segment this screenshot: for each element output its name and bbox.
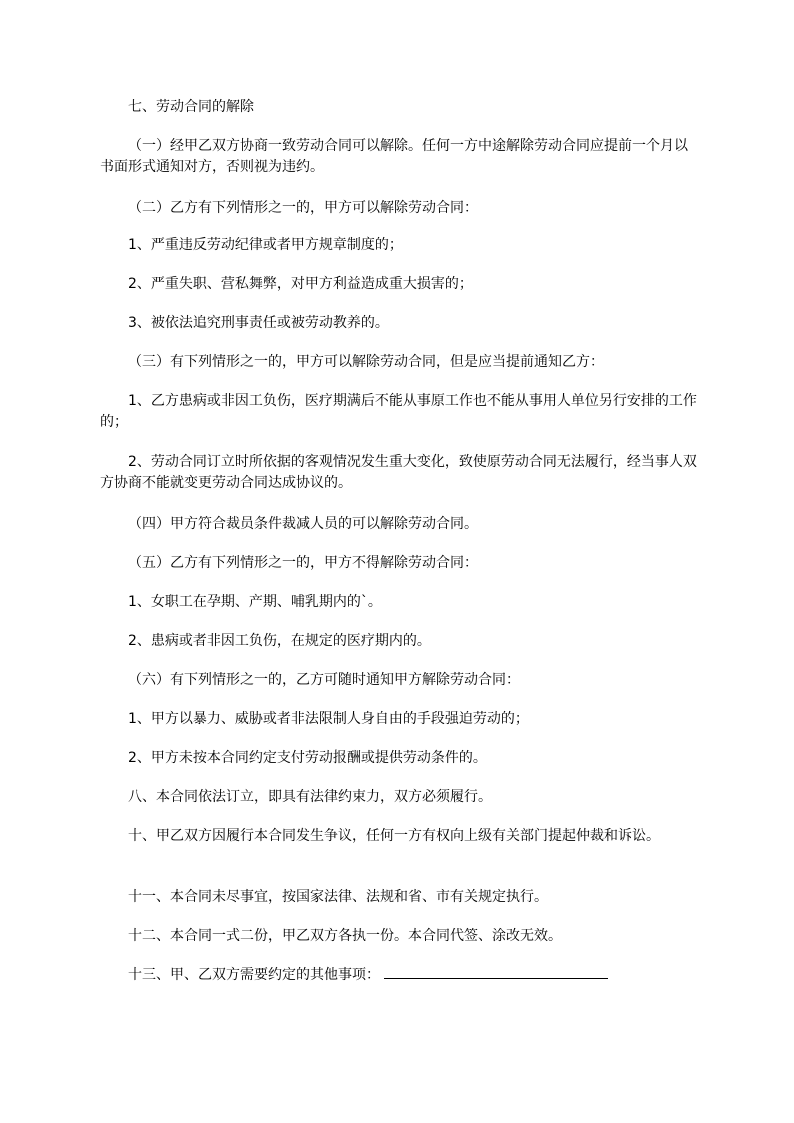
paragraph-item: 3、被依法追究刑事责任或被劳动教养的。 <box>128 315 389 331</box>
paragraph-item: 2、严重失职、营私舞弊，对甲方利益造成重大损害的； <box>128 276 473 292</box>
fill-in-blank-line <box>384 977 608 979</box>
paragraph-section-13-text: 十三、甲、乙双方需要约定的其他事项： <box>128 967 380 983</box>
paragraph-item: 2、甲方未按本合同约定支付劳动报酬或提供劳动条件的。 <box>128 750 487 766</box>
paragraph-clause-6: （六）有下列情形之一的，乙方可随时通知甲方解除劳动合同： <box>128 672 520 688</box>
paragraph-clause-4: （四）甲方符合裁员条件裁减人员的可以解除劳动合同。 <box>128 516 478 532</box>
paragraph-section-11: 十一、本合同未尽事宜，按国家法律、法规和省、市有关规定执行。 <box>128 889 548 905</box>
section-heading-termination: 七、劳动合同的解除 <box>128 99 254 115</box>
paragraph-clause-3: （三）有下列情形之一的，甲方可以解除劳动合同，但是应当提前通知乙方： <box>128 354 604 370</box>
paragraph-section-8: 八、本合同依法订立，即具有法律约束力，双方必须履行。 <box>128 789 492 805</box>
paragraph-section-13 <box>100 965 700 986</box>
paragraph-item: 1、甲方以暴力、威胁或者非法限制人身自由的手段强迫劳动的； <box>128 711 529 727</box>
paragraph-section-12: 十二、本合同一式二份，甲乙双方各执一份。本合同代签、涂改无效。 <box>128 928 562 944</box>
paragraph-clause-5: （五）乙方有下列情形之一的，甲方不得解除劳动合同： <box>128 555 478 571</box>
paragraph-clause-1: （一）经甲乙双方协商一致劳动合同可以解除。任何一方中途解除劳动合同应提前一个月以书面形式通知对方，否则视为违约。 <box>100 138 688 175</box>
paragraph-item: 1、严重违反劳动纪律或者甲方规章制度的； <box>128 237 403 253</box>
paragraph-section-10: 十、甲乙双方因履行本合同发生争议，任何一方有权向上级有关部门提起仲裁和诉讼。 <box>128 828 660 844</box>
paragraph-item: 2、患病或者非因工负伤，在规定的医疗期内的。 <box>128 633 431 649</box>
paragraph-item: 1、乙方患病或非因工负伤，医疗期满后不能从事原工作也不能从事用人单位另行安排的工作的； <box>100 393 697 430</box>
paragraph-item: 2、劳动合同订立时所依据的客观情况发生重大变化，致使原劳动合同无法履行，经当事人双方协商不能就变更劳动合同达成协议的。 <box>100 454 697 491</box>
paragraph-clause-2: （二）乙方有下列情形之一的，甲方可以解除劳动合同： <box>128 200 478 216</box>
paragraph-item: 1、女职工在孕期、产期、哺乳期内的`。 <box>128 594 382 610</box>
